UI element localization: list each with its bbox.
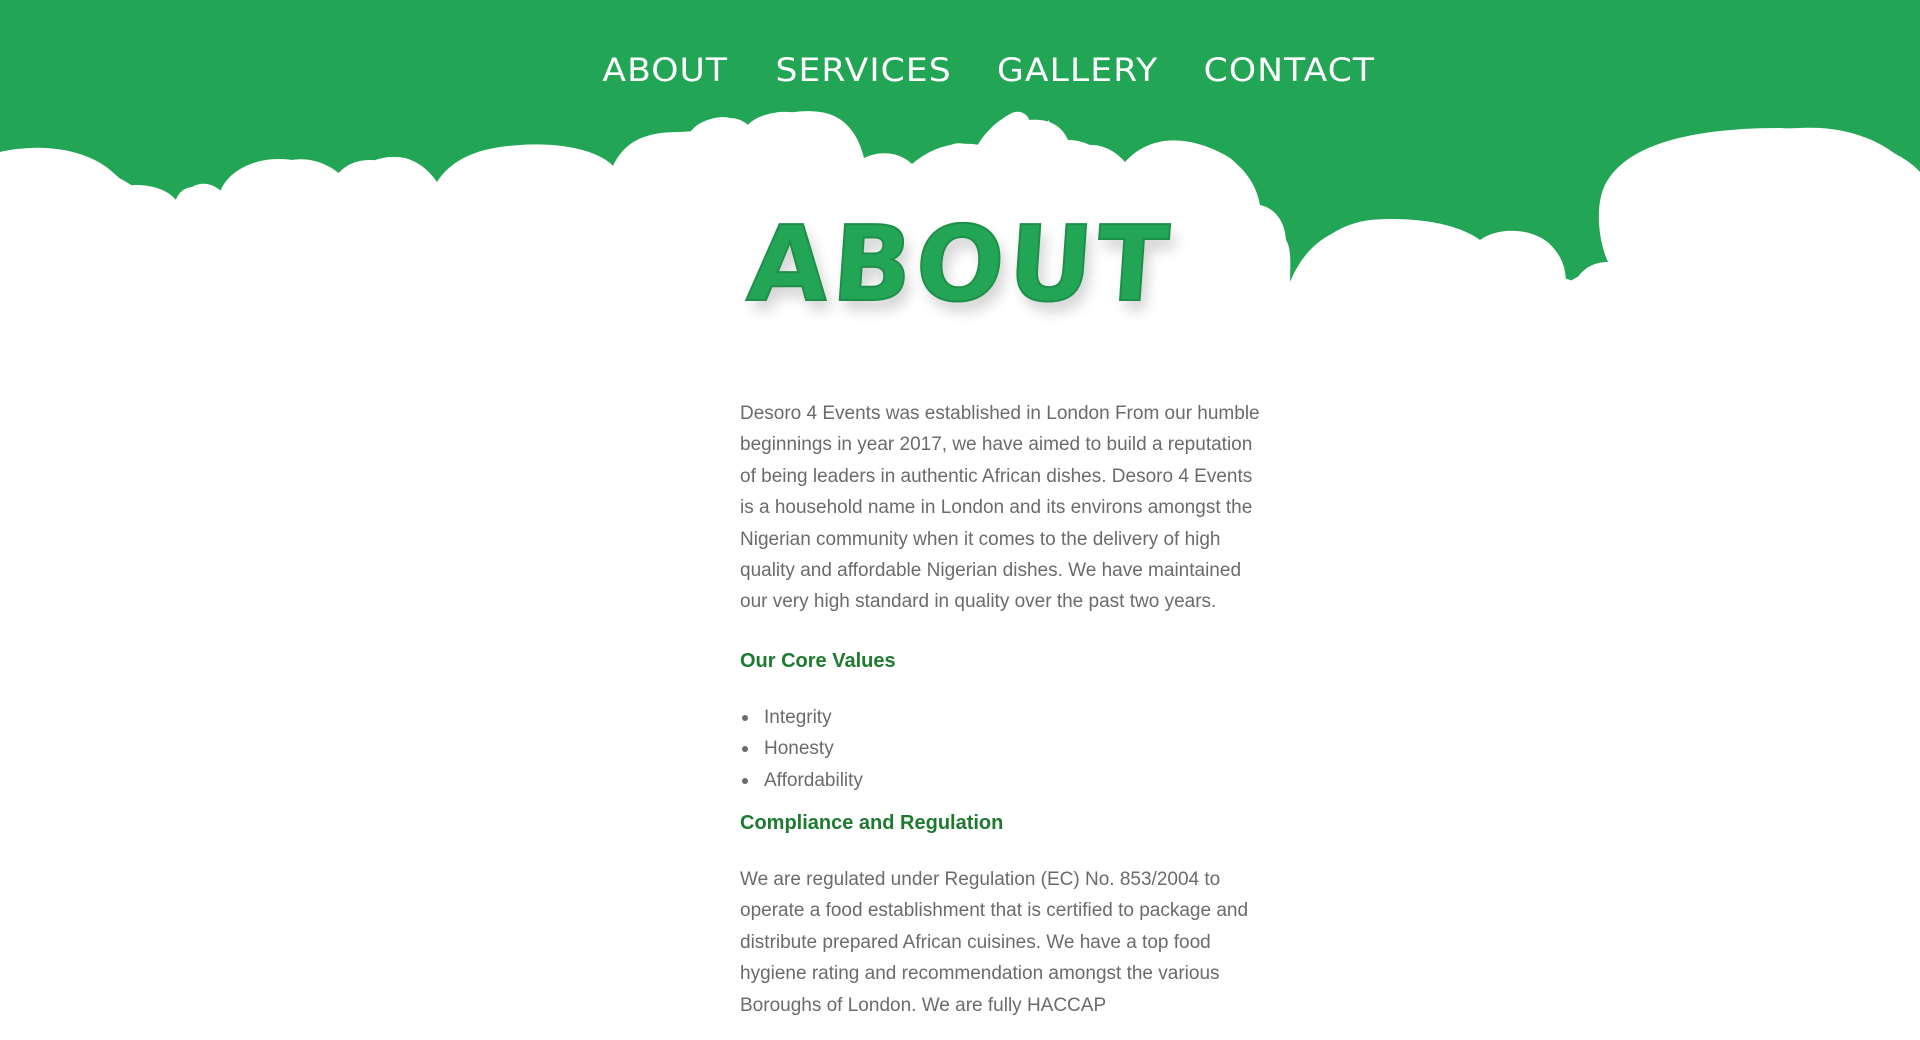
core-values-list — [740, 702, 1260, 796]
about-intro-paragraph: Desoro 4 Events was established in London From our humble beginnings in year 2017, we have aimed to build a reputation of being leaders in authentic African dishes. Desoro 4 Events is a household name in London and its environs amongst the Nigerian community when it comes to the delivery of high quality and affordable Nigerian dishes. We have maintained our very high standard in quality over the past two years. — [740, 403, 1260, 613]
nav-item-about[interactable]: ABOUT — [602, 51, 729, 89]
page-title: ABOUT — [743, 203, 1177, 325]
bullet-icon — [742, 715, 748, 721]
core-value-label: Affordability — [764, 769, 863, 791]
compliance-heading: Compliance and Regulation — [740, 812, 1004, 835]
core-values-heading: Our Core Values — [740, 649, 896, 672]
site-header — [0, 0, 1920, 350]
about-content — [740, 398, 1260, 1021]
list-item — [740, 765, 1260, 796]
nav-item-services[interactable]: SERVICES — [775, 51, 952, 89]
main-navigation — [0, 46, 1920, 94]
bullet-icon — [742, 746, 748, 752]
list-item — [740, 702, 1260, 733]
compliance-paragraph: We are regulated under Regulation (EC) No. 853/2004 to operate a food establishment that is certified to package and distribute prepared African cuisines. We have a top food hygiene rating and recommendation amongst the various Boroughs of London. We are fully HACCAP — [740, 869, 1249, 1016]
list-item — [740, 733, 1260, 764]
bullet-icon — [742, 778, 748, 784]
nav-item-contact[interactable]: CONTACT — [1203, 51, 1376, 89]
core-value-label: Honesty — [764, 738, 834, 760]
nav-item-gallery[interactable]: GALLERY — [996, 51, 1159, 89]
core-value-label: Integrity — [764, 706, 832, 728]
